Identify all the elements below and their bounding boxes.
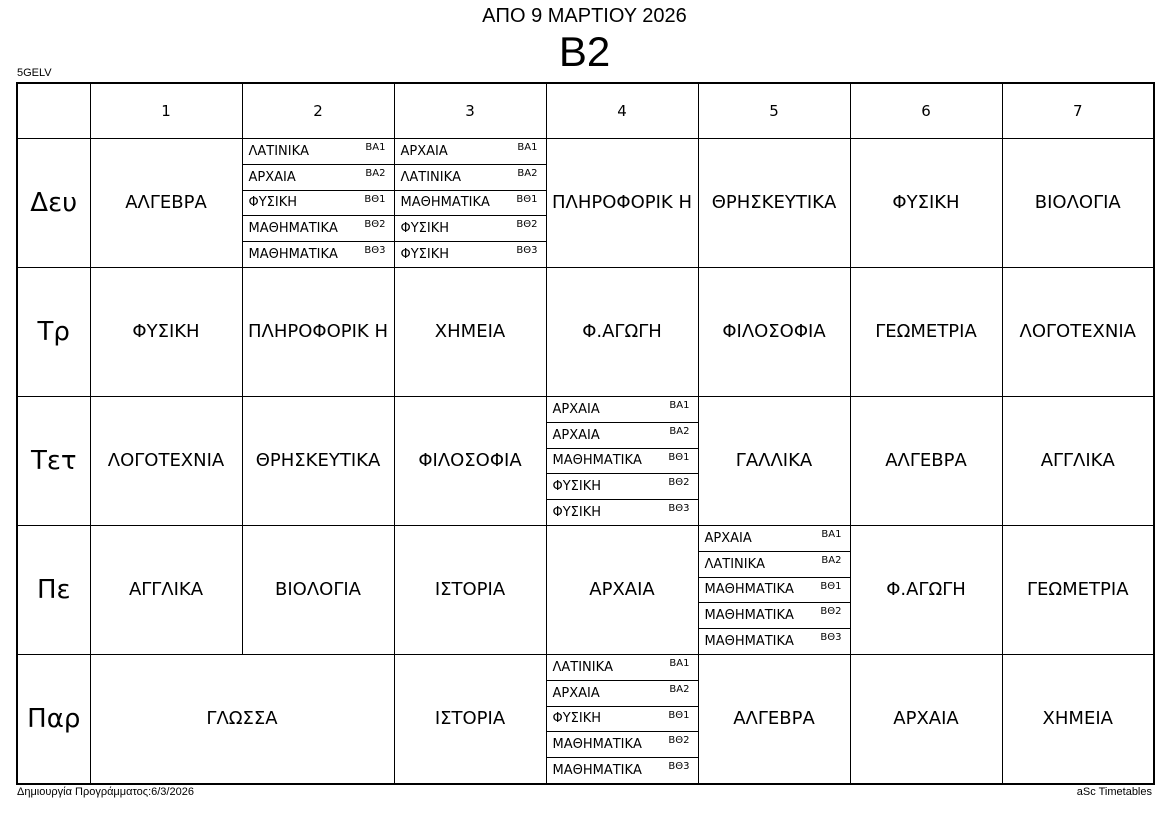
group-code: ΒΑ2 xyxy=(821,554,842,566)
group-subject: ΛΑΤΙΝΙΚΑ xyxy=(400,169,462,185)
lesson-cell: ΧΗΜΕΙΑ xyxy=(394,268,546,397)
school-code: 5GELV xyxy=(17,67,52,79)
group-subject: ΑΡΧΑΙΑ xyxy=(552,685,600,701)
group-lesson xyxy=(395,190,546,216)
created-date: Δημιουργία Προγράμματος:6/3/2026 xyxy=(17,786,194,798)
lesson-cell: ΑΛΓΕΒΡΑ xyxy=(698,655,850,785)
split-lesson-cell xyxy=(242,139,394,268)
group-subject: ΑΡΧΑΙΑ xyxy=(704,530,752,546)
group-lesson xyxy=(547,706,698,732)
group-code: ΒΑ1 xyxy=(669,658,690,669)
group-list xyxy=(547,655,698,783)
lesson-cell: ΑΓΓΛΙΚΑ xyxy=(90,526,242,655)
group-list xyxy=(395,139,546,267)
lesson-cell: ΦΥΣΙΚΗ xyxy=(850,139,1002,268)
group-lesson xyxy=(699,526,850,551)
group-code: ΒΘ1 xyxy=(820,580,842,592)
group-lesson xyxy=(699,577,850,603)
lesson-cell: ΛΟΓΟΤΕΧΝΙΑ xyxy=(1002,268,1154,397)
group-subject: ΑΡΧΑΙΑ xyxy=(552,427,600,443)
group-code: ΒΘ3 xyxy=(820,632,842,644)
group-code: ΒΘ3 xyxy=(364,245,386,257)
group-code: ΒΑ2 xyxy=(669,683,690,695)
day-row xyxy=(17,397,1154,526)
lesson-cell: ΑΛΓΕΒΡΑ xyxy=(90,139,242,268)
group-subject: ΦΥΣΙΚΗ xyxy=(552,505,602,521)
group-lesson xyxy=(243,241,394,267)
group-code: ΒΘ2 xyxy=(820,606,842,618)
group-code: ΒΑ2 xyxy=(365,167,386,179)
period-number: 5 xyxy=(698,83,850,139)
group-lesson xyxy=(547,473,698,499)
group-lesson xyxy=(547,448,698,474)
lesson-cell: Φ.ΑΓΩΓΗ xyxy=(850,526,1002,655)
split-lesson-cell xyxy=(394,139,546,268)
lesson-cell: ΓΑΛΛΙΚΑ xyxy=(698,397,850,526)
lesson-cell: ΑΡΧΑΙΑ xyxy=(850,655,1002,785)
group-code: ΒΘ3 xyxy=(516,245,538,257)
group-subject: ΦΥΣΙΚΗ xyxy=(552,479,602,495)
group-subject: ΦΥΣΙΚΗ xyxy=(400,247,450,263)
group-subject: ΑΡΧΑΙΑ xyxy=(552,401,600,417)
group-code: ΒΘ3 xyxy=(668,503,690,515)
group-subject: ΛΑΤΙΝΙΚΑ xyxy=(248,143,310,159)
schedule-date: ΑΠΟ 9 ΜΑΡΤΙΟΥ 2026 xyxy=(482,5,687,27)
group-lesson xyxy=(699,551,850,577)
group-code: ΒΘ1 xyxy=(668,451,690,463)
group-subject: ΜΑΘΗΜΑΤΙΚΑ xyxy=(400,195,490,211)
group-code: ΒΘ3 xyxy=(668,761,690,773)
day-name: Τρ xyxy=(17,268,90,397)
period-number: 7 xyxy=(1002,83,1154,139)
group-lesson xyxy=(547,499,698,525)
period-number: 3 xyxy=(394,83,546,139)
lesson-cell: ΛΟΓΟΤΕΧΝΙΑ xyxy=(90,397,242,526)
group-code: ΒΘ1 xyxy=(364,193,386,205)
group-subject: ΜΑΘΗΜΑΤΙΚΑ xyxy=(552,453,642,469)
group-code: ΒΑ1 xyxy=(669,400,690,411)
lesson-cell: ΒΙΟΛΟΓΙΑ xyxy=(1002,139,1154,268)
group-lesson xyxy=(395,215,546,241)
group-subject: ΜΑΘΗΜΑΤΙΚΑ xyxy=(704,582,794,598)
group-code: ΒΑ2 xyxy=(517,167,538,179)
group-code: ΒΘ2 xyxy=(668,477,690,489)
lesson-cell: ΒΙΟΛΟΓΙΑ xyxy=(242,526,394,655)
group-subject: ΜΑΘΗΜΑΤΙΚΑ xyxy=(248,221,338,237)
group-code: ΒΘ1 xyxy=(668,709,690,721)
group-list xyxy=(547,397,698,525)
group-subject: ΛΑΤΙΝΙΚΑ xyxy=(704,556,766,572)
group-subject: ΜΑΘΗΜΑΤΙΚΑ xyxy=(552,737,642,753)
group-code: ΒΑ1 xyxy=(821,529,842,540)
group-lesson xyxy=(547,731,698,757)
lesson-cell: ΘΡΗΣΚΕΥΤΙΚΑ xyxy=(242,397,394,526)
group-code: ΒΑ1 xyxy=(365,142,386,153)
lesson-cell: ΠΛΗΡΟΦΟΡΙΚ Η xyxy=(546,139,698,268)
lesson-cell: ΙΣΤΟΡΙΑ xyxy=(394,526,546,655)
brand-label: aSc Timetables xyxy=(1076,786,1152,798)
group-lesson xyxy=(547,757,698,783)
group-subject: ΜΑΘΗΜΑΤΙΚΑ xyxy=(552,763,642,779)
group-lesson xyxy=(243,139,394,164)
split-lesson-cell xyxy=(546,397,698,526)
group-lesson xyxy=(547,397,698,422)
group-code: ΒΘ2 xyxy=(364,219,386,231)
corner-cell xyxy=(17,83,90,139)
lesson-cell: ΠΛΗΡΟΦΟΡΙΚ Η xyxy=(242,268,394,397)
lesson-cell: ΑΡΧΑΙΑ xyxy=(546,526,698,655)
lesson-cell: ΘΡΗΣΚΕΥΤΙΚΑ xyxy=(698,139,850,268)
group-lesson xyxy=(699,602,850,628)
day-row xyxy=(17,526,1154,655)
group-lesson xyxy=(243,190,394,216)
day-row xyxy=(17,139,1154,268)
day-row xyxy=(17,268,1154,397)
lesson-cell: Φ.ΑΓΩΓΗ xyxy=(546,268,698,397)
group-code: ΒΘ2 xyxy=(668,735,690,747)
group-lesson xyxy=(243,215,394,241)
group-lesson xyxy=(395,139,546,164)
group-code: ΒΑ2 xyxy=(669,425,690,437)
group-subject: ΑΡΧΑΙΑ xyxy=(248,169,296,185)
day-name: Τετ xyxy=(17,397,90,526)
group-lesson xyxy=(699,628,850,654)
class-title: B2 xyxy=(558,28,611,75)
group-list xyxy=(699,526,850,654)
group-lesson xyxy=(547,655,698,680)
lesson-cell: ΓΕΩΜΕΤΡΙΑ xyxy=(850,268,1002,397)
group-lesson xyxy=(547,680,698,706)
group-subject: ΦΥΣΙΚΗ xyxy=(400,221,450,237)
group-subject: ΛΑΤΙΝΙΚΑ xyxy=(552,659,614,675)
day-name: Πε xyxy=(17,526,90,655)
lesson-cell: ΦΙΛΟΣΟΦΙΑ xyxy=(698,268,850,397)
group-list xyxy=(243,139,394,267)
group-subject: ΑΡΧΑΙΑ xyxy=(400,143,448,159)
split-lesson-cell xyxy=(698,526,850,655)
lesson-cell: ΧΗΜΕΙΑ xyxy=(1002,655,1154,785)
lesson-cell: ΙΣΤΟΡΙΑ xyxy=(394,655,546,785)
lesson-cell: ΑΓΓΛΙΚΑ xyxy=(1002,397,1154,526)
lesson-cell: ΦΥΣΙΚΗ xyxy=(90,268,242,397)
timetable xyxy=(16,82,1155,785)
group-code: ΒΑ1 xyxy=(517,142,538,153)
group-subject: ΦΥΣΙΚΗ xyxy=(552,711,602,727)
period-number: 6 xyxy=(850,83,1002,139)
group-code: ΒΘ2 xyxy=(516,219,538,231)
period-number: 1 xyxy=(90,83,242,139)
period-number: 2 xyxy=(242,83,394,139)
group-lesson xyxy=(395,241,546,267)
group-subject: ΜΑΘΗΜΑΤΙΚΑ xyxy=(704,634,794,650)
period-number: 4 xyxy=(546,83,698,139)
day-name: Παρ xyxy=(17,655,90,785)
group-subject: ΜΑΘΗΜΑΤΙΚΑ xyxy=(704,608,794,624)
day-row xyxy=(17,655,1154,785)
group-code: ΒΘ1 xyxy=(516,193,538,205)
day-name: Δευ xyxy=(17,139,90,268)
lesson-cell: ΓΛΩΣΣΑ xyxy=(90,655,394,785)
group-lesson xyxy=(547,422,698,448)
group-lesson xyxy=(395,164,546,190)
group-subject: ΜΑΘΗΜΑΤΙΚΑ xyxy=(248,247,338,263)
group-subject: ΦΥΣΙΚΗ xyxy=(248,195,298,211)
split-lesson-cell xyxy=(546,655,698,785)
lesson-cell: ΦΙΛΟΣΟΦΙΑ xyxy=(394,397,546,526)
period-header-row xyxy=(17,83,1154,139)
lesson-cell: ΓΕΩΜΕΤΡΙΑ xyxy=(1002,526,1154,655)
lesson-cell: ΑΛΓΕΒΡΑ xyxy=(850,397,1002,526)
group-lesson xyxy=(243,164,394,190)
